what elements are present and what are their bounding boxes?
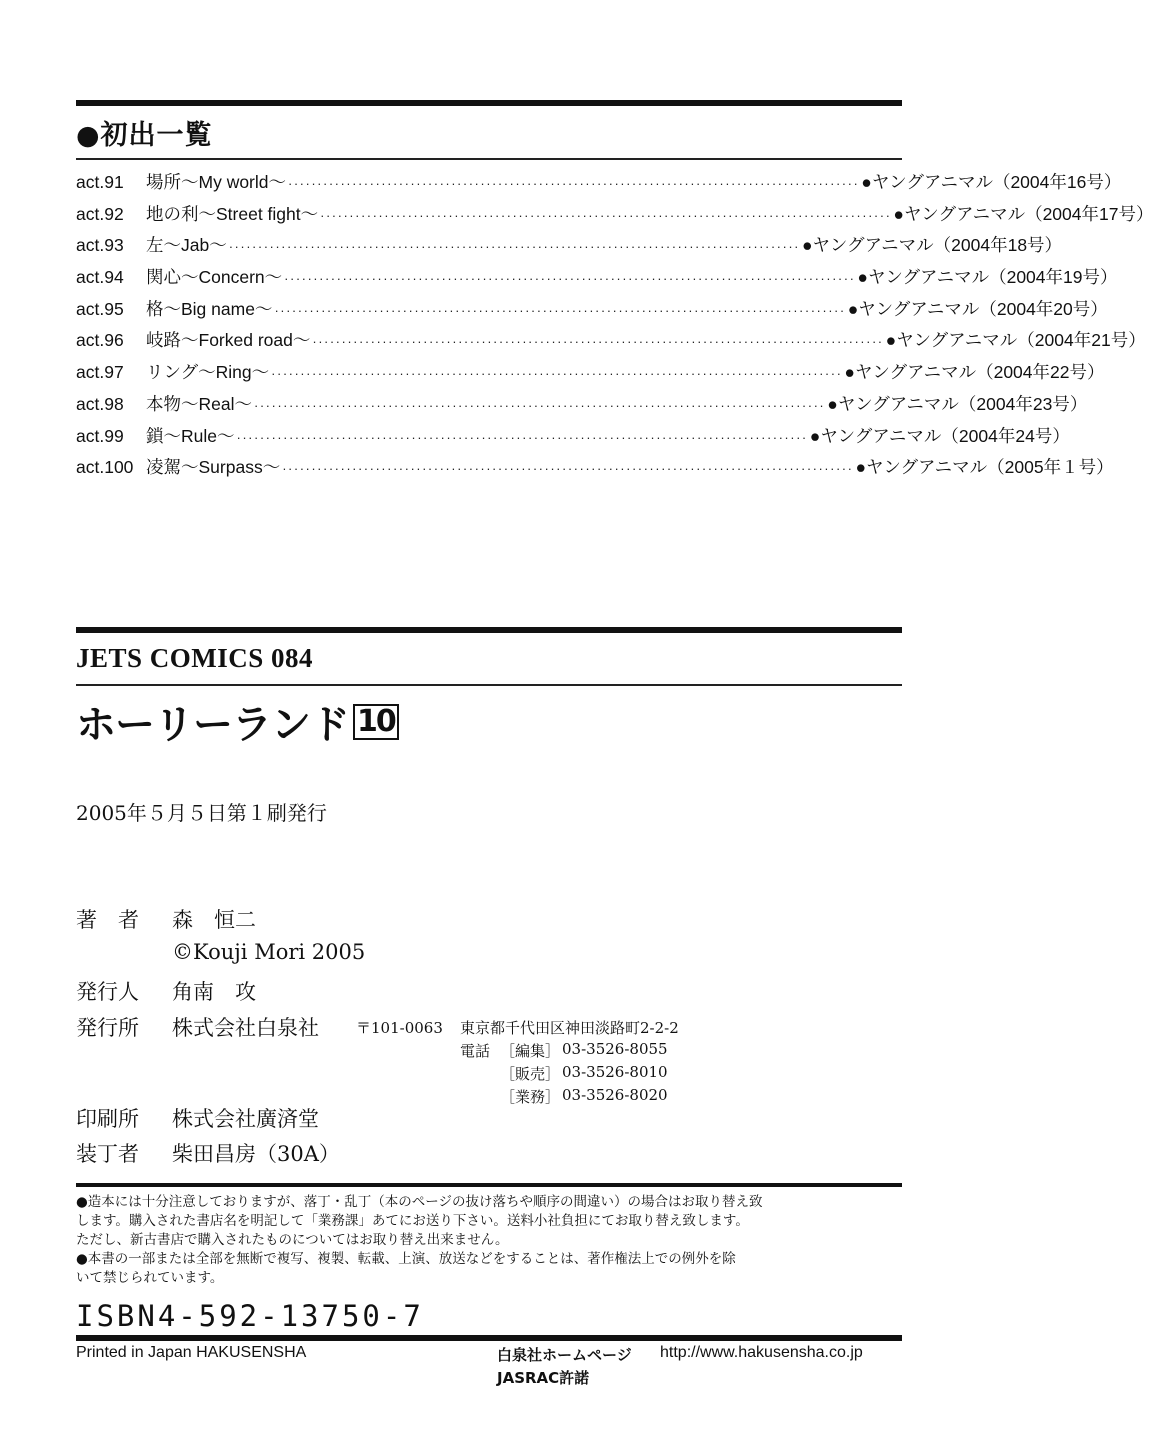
- title-text: ホーリーランド: [76, 702, 349, 748]
- list-item: [76, 201, 1153, 233]
- publisher-label: 発行所: [76, 1016, 139, 1040]
- homepage-url[interactable]: http://www.hakusensha.co.jp: [660, 1344, 863, 1361]
- phone-number: 03-3526-8055: [562, 1040, 668, 1058]
- leader-dots: ··································································································: [254, 397, 826, 413]
- publisher-name: 株式会社白泉社: [172, 1016, 319, 1040]
- leader-dots: ··································································································: [228, 239, 800, 255]
- isbn-rule: [76, 1335, 902, 1341]
- publisher-person-name: 角南 攻: [172, 980, 256, 1004]
- list-item: [76, 423, 1070, 455]
- chapter-title: 左〜Jab〜: [146, 235, 227, 256]
- postal-code: 〒101-0063: [356, 1019, 443, 1037]
- notice-text: [76, 1193, 904, 1288]
- publication-info: ●ヤングアニマル（2004年23号）: [827, 393, 1088, 414]
- series-name: JETS COMICS 084: [76, 643, 314, 673]
- list-item: [76, 264, 1118, 296]
- chapter-title: リング〜Ring〜: [146, 362, 270, 383]
- jasrac-permission: JASRAC許諾: [497, 1369, 590, 1387]
- leader-dots: ··································································································: [236, 429, 808, 445]
- act-number: act.91: [76, 172, 124, 192]
- notice-line: します。購入された書店名を明記して「業務課」あてにお送り下さい。送料小社負担にてお取り替え致します。: [76, 1213, 749, 1229]
- isbn: ISBN4-592-13750-7: [76, 1299, 424, 1333]
- chapter-title: 場所〜My world〜: [146, 172, 287, 192]
- chapter-title: 凌駕〜Surpass〜: [146, 457, 281, 478]
- act-number: act.96: [76, 330, 124, 351]
- publication-info: ●ヤングアニマル（2004年21号）: [885, 330, 1146, 351]
- notice-line: いて禁じられています。: [76, 1270, 224, 1286]
- publication-info: ●ヤングアニマル（2004年17号）: [893, 203, 1153, 224]
- notice-line: ●本書の一部または全部を無断で複写、複製、転載、上演、放送などをすることは、著作権法上での例外を除: [76, 1251, 736, 1267]
- publisher-person-label: 発行人: [76, 980, 139, 1004]
- notice-line: ただし、新古書店で購入されたものについてはお取り替え出来ません。: [76, 1232, 509, 1248]
- designer-row: [0, 1138, 991, 1168]
- author-name: 森 恒二: [172, 908, 256, 932]
- phone-label: 電話: [460, 1042, 491, 1060]
- list-item: [76, 391, 1088, 423]
- publication-info: ●ヤングアニマル（2004年24号）: [809, 425, 1070, 446]
- phone-number: 03-3526-8020: [562, 1086, 668, 1104]
- designer-label: 装丁者: [76, 1142, 139, 1166]
- phone-dept: ［業務］: [500, 1088, 561, 1106]
- chapter-title: 岐路〜Forked road〜: [146, 330, 311, 351]
- act-number: act.94: [76, 267, 124, 288]
- chapter-title: 地の利〜Street fight〜: [146, 203, 319, 224]
- homepage-label: 白泉社ホームページ: [497, 1346, 632, 1364]
- list-item: [76, 454, 1114, 486]
- act-number: act.95: [76, 298, 124, 319]
- phone-dept: ［販売］: [500, 1065, 561, 1083]
- publication-info: ●ヤングアニマル（2005年１号）: [855, 457, 1114, 478]
- publication-info: ●ヤングアニマル（2004年22号）: [844, 362, 1105, 383]
- leader-dots: ··································································································: [312, 334, 884, 350]
- leader-dots: ··································································································: [274, 302, 846, 318]
- list-item: [76, 327, 1146, 359]
- serialization-list: [76, 169, 1153, 486]
- notice-top-rule: [76, 1183, 902, 1187]
- notice-line: ●造本には十分注意しておりますが、落丁・乱丁（本のページの抜け落ちや順序の間違い）の場合はお取り替え致: [76, 1194, 763, 1210]
- leader-dots: ··································································································: [282, 461, 854, 477]
- chapter-title: 格〜Big name〜: [146, 298, 273, 319]
- chapter-title: 本物〜Real〜: [146, 393, 252, 414]
- printer-row: [0, 1103, 991, 1133]
- phone-dept: ［編集］: [500, 1042, 561, 1060]
- designer-name: 柴田昌房（30A）: [172, 1142, 340, 1166]
- serialization-heading: ●初出一覧: [76, 120, 213, 151]
- printer-name: 株式会社廣済堂: [172, 1107, 319, 1131]
- leader-dots: ··································································································: [288, 176, 860, 191]
- address: 東京都千代田区神田淡路町2-2-2: [460, 1019, 679, 1037]
- author-row: [0, 904, 991, 934]
- book-title: [76, 693, 399, 750]
- copyright: ©Kouji Mori 2005: [172, 940, 366, 964]
- printer-label: 印刷所: [76, 1107, 139, 1131]
- author-label: 著 者: [76, 908, 139, 932]
- printed-in: Printed in Japan HAKUSENSHA: [76, 1344, 307, 1361]
- act-number: act.92: [76, 203, 124, 224]
- colophon-top-rule: [76, 627, 902, 633]
- phone-number: 03-3526-8010: [562, 1063, 668, 1081]
- act-number: act.98: [76, 393, 124, 414]
- publication-info: ●ヤングアニマル（2004年16号）: [861, 172, 1122, 192]
- publication-info: ●ヤングアニマル（2004年20号）: [847, 298, 1108, 319]
- list-item: [76, 359, 1105, 391]
- publisher-person-row: [0, 976, 991, 1006]
- leader-dots: ··································································································: [271, 366, 843, 382]
- chapter-title: 関心〜Concern〜: [146, 267, 283, 288]
- publication-info: ●ヤングアニマル（2004年19号）: [857, 267, 1118, 288]
- act-number: act.100: [76, 457, 134, 478]
- leader-dots: ··································································································: [284, 271, 856, 287]
- act-number: act.97: [76, 362, 124, 383]
- list-item: [76, 296, 1108, 328]
- series-underline: [76, 684, 902, 686]
- list-item: [76, 169, 1122, 201]
- act-number: act.99: [76, 425, 124, 446]
- top-rule: [76, 100, 902, 106]
- act-number: act.93: [76, 235, 124, 256]
- chapter-title: 鎖〜Rule〜: [146, 425, 235, 446]
- heading-underline: [76, 158, 902, 160]
- leader-dots: ··································································································: [320, 207, 892, 223]
- publication-info: ●ヤングアニマル（2004年18号）: [801, 235, 1063, 256]
- volume-number: 10: [353, 704, 399, 740]
- list-item: [76, 232, 1063, 264]
- publish-date: 2005年５月５日第１刷発行: [76, 801, 327, 825]
